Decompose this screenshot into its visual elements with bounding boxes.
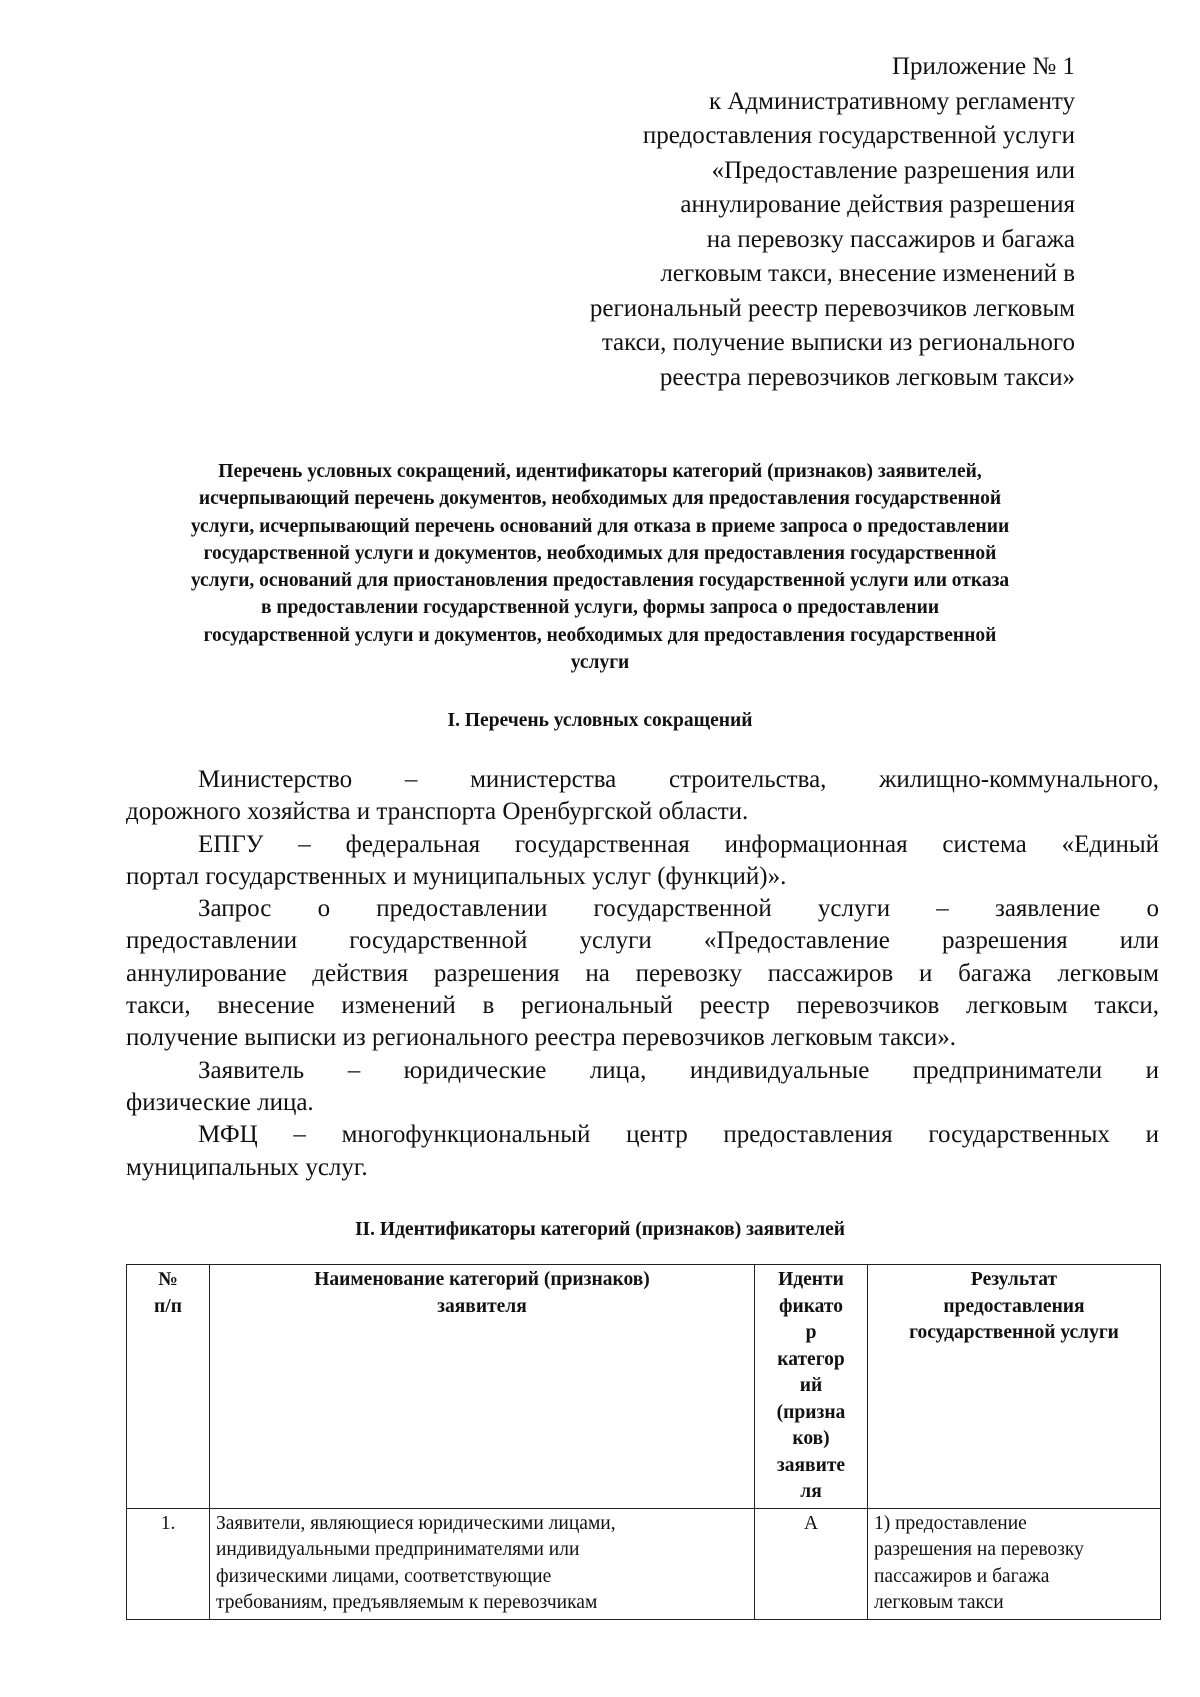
header-text: заявите bbox=[776, 1454, 846, 1476]
cell-text: Заявители, являющиеся юридическими лицами, bbox=[216, 1512, 616, 1534]
header-text: Наименование категорий (признаков) bbox=[314, 1269, 650, 1290]
header-line: к Административному регламенту bbox=[708, 87, 1075, 115]
header-line: легковым такси, внесение изменений в bbox=[660, 260, 1075, 287]
header-text: государственной услуги bbox=[909, 1322, 1119, 1343]
title-line: услуги, исчерпывающий перечень оснований для отказа в приеме запроса о предоставлении bbox=[190, 515, 1010, 537]
appendix-header bbox=[375, 50, 1075, 395]
header-text: ков) bbox=[792, 1428, 830, 1449]
header-line: «Предоставление разрешения или bbox=[711, 156, 1075, 184]
header-text: фикато bbox=[779, 1295, 843, 1317]
header-text: ля bbox=[800, 1481, 822, 1502]
section-2-heading: II. Идентификаторы категорий (признаков) заявителей bbox=[354, 1219, 846, 1240]
title-line: в предоставлении государственной услуги, формы запроса о предоставлении bbox=[260, 597, 940, 619]
table-row bbox=[127, 1508, 1161, 1619]
definition-line: муниципальных услуг. bbox=[126, 1153, 368, 1181]
definition-line: аннулирование действия разрешения на перевозку пассажиров и багажа легковым bbox=[126, 959, 1159, 987]
document-title bbox=[120, 458, 1080, 676]
cell-text: 1) предоставление bbox=[874, 1512, 1027, 1534]
header-line: аннулирование действия разрешения bbox=[680, 191, 1075, 218]
definition-line: Заявитель – юридические лица, индивидуальные предприниматели и bbox=[198, 1056, 1159, 1084]
title-line: государственной услуги и документов, необходимых для предоставления государственной bbox=[203, 542, 997, 564]
header-text: Иденти bbox=[778, 1269, 844, 1290]
header-text: № bbox=[158, 1269, 178, 1290]
cell-text: разрешения на перевозку bbox=[874, 1539, 1084, 1560]
header-text: Результат bbox=[970, 1269, 1058, 1290]
header-result bbox=[868, 1265, 1161, 1509]
header-line: Приложение № 1 bbox=[891, 53, 1075, 80]
definition-line: Запрос о предоставлении государственной услуги – заявление о bbox=[198, 895, 1159, 923]
title-line: государственной услуги и документов, необходимых для предоставления государственной bbox=[203, 624, 997, 646]
definition-line: ЕПГУ – федеральная государственная информационная система «Единый bbox=[198, 830, 1159, 858]
definition-line: получение выписки из регионального реестра перевозчиков легковым такси». bbox=[126, 1024, 956, 1052]
cell-identifier: А bbox=[755, 1508, 868, 1619]
cell-text: пассажиров и багажа bbox=[874, 1565, 1050, 1587]
header-text: категор bbox=[777, 1348, 845, 1370]
header-text: р bbox=[805, 1322, 817, 1343]
header-category-name bbox=[210, 1265, 755, 1509]
header-text: заявителя bbox=[437, 1295, 527, 1317]
cell-result bbox=[868, 1508, 1161, 1619]
header-text: (призна bbox=[776, 1401, 846, 1423]
cell-text: физическими лицами, соответствующие bbox=[216, 1565, 552, 1587]
definition-line: Министерство – министерства строительства, жилищно-коммунального, bbox=[198, 766, 1159, 793]
title-line: услуги, оснований для приостановления предоставления государственной услуги или отказа bbox=[190, 570, 1010, 592]
title-line: услуги bbox=[570, 652, 630, 674]
definition-line: дорожного хозяйства и транспорта Оренбургской области. bbox=[126, 798, 749, 826]
definition-line: такси, внесение изменений в региональный реестр перевозчиков легковым такси, bbox=[126, 992, 1159, 1020]
title-line: исчерпывающий перечень документов, необходимых для предоставления государственной bbox=[198, 488, 1002, 510]
table-header-row bbox=[127, 1265, 1161, 1509]
abbreviations-list bbox=[126, 764, 1159, 1184]
header-line: реестра перевозчиков легковым такси» bbox=[659, 363, 1075, 391]
definition-line: портал государственных и муниципальных услуг (функций)». bbox=[126, 862, 787, 890]
header-line: предоставления государственной услуги bbox=[642, 122, 1075, 149]
title-line: Перечень условных сокращений, идентификаторы категорий (признаков) заявителей, bbox=[218, 461, 982, 482]
definition-line: предоставлении государственной услуги «Предоставление разрешения или bbox=[126, 927, 1159, 955]
applicant-categories-table bbox=[126, 1264, 1161, 1620]
definition-line: МФЦ – многофункциональный центр предоставления государственных и bbox=[198, 1121, 1159, 1149]
header-number bbox=[127, 1265, 210, 1509]
header-line: такси, получение выписки из регионального bbox=[601, 329, 1075, 356]
header-line: региональный реестр перевозчиков легковым bbox=[589, 294, 1075, 322]
header-text: п/п bbox=[154, 1295, 182, 1317]
header-line: на перевозку пассажиров и багажа bbox=[706, 225, 1075, 253]
cell-number: 1. bbox=[127, 1508, 210, 1619]
cell-text: легковым такси bbox=[874, 1592, 1004, 1613]
definition-line: физические лица. bbox=[126, 1088, 314, 1116]
header-text: предоставления bbox=[943, 1295, 1085, 1317]
section-1-heading: I. Перечень условных сокращений bbox=[447, 710, 753, 731]
header-text: ий bbox=[799, 1375, 823, 1396]
cell-category-name bbox=[210, 1508, 755, 1619]
cell-text: индивидуальными предпринимателями или bbox=[216, 1539, 580, 1560]
header-identifier bbox=[755, 1265, 868, 1509]
cell-text: требованиям, предъявляемым к перевозчикам bbox=[216, 1592, 598, 1613]
